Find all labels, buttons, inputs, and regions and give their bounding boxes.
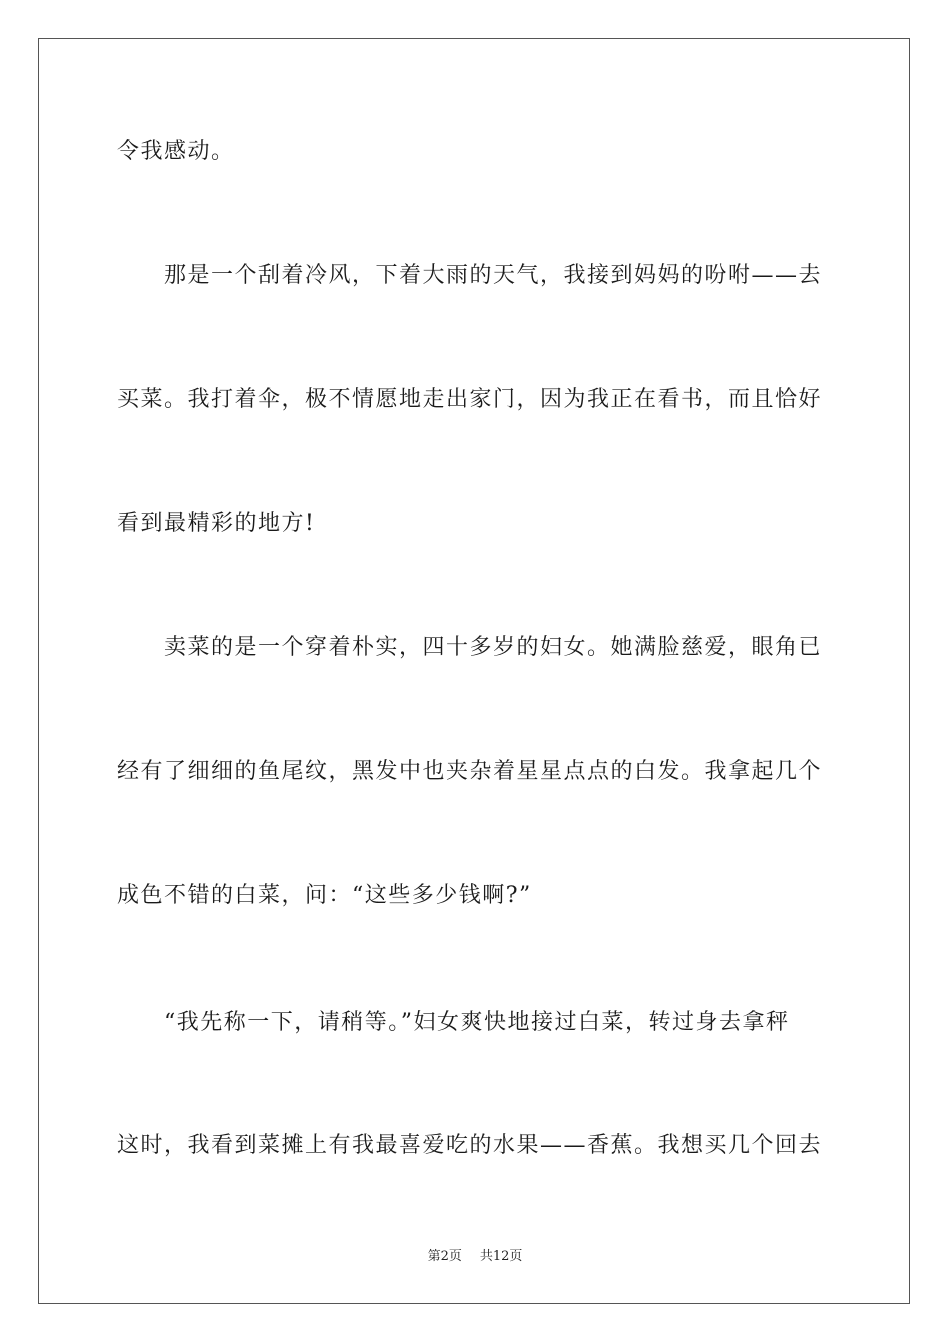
page-border [38, 38, 910, 1304]
body-line: 令我感动。 [117, 139, 235, 164]
body-line: 成色不错的白菜，问：“这些多少钱啊?” [117, 883, 532, 908]
body-line: 经有了细细的鱼尾纹，黑发中也夹杂着星星点点的白发。我拿起几个 [117, 759, 823, 784]
body-line: 那是一个刮着冷风，下着大雨的天气，我接到妈妈的吩咐——去 [117, 263, 823, 288]
body-line: “我先称一下，请稍等。”妇女爽快地接过白菜，转过身去拿秤 [117, 1010, 790, 1035]
body-line: 这时，我看到菜摊上有我最喜爱吃的水果——香蕉。我想买几个回去 [117, 1133, 823, 1158]
body-line: 卖菜的是一个穿着朴实，四十多岁的妇女。她满脸慈爱，眼角已 [117, 635, 823, 660]
body-line: 买菜。我打着伞，极不情愿地走出家门，因为我正在看书，而且恰好 [117, 387, 823, 412]
body-line: 看到最精彩的地方! [117, 511, 316, 536]
page-number: 第2页 [427, 1249, 462, 1264]
page-footer [0, 1248, 950, 1266]
total-pages: 共12页 [479, 1249, 523, 1264]
